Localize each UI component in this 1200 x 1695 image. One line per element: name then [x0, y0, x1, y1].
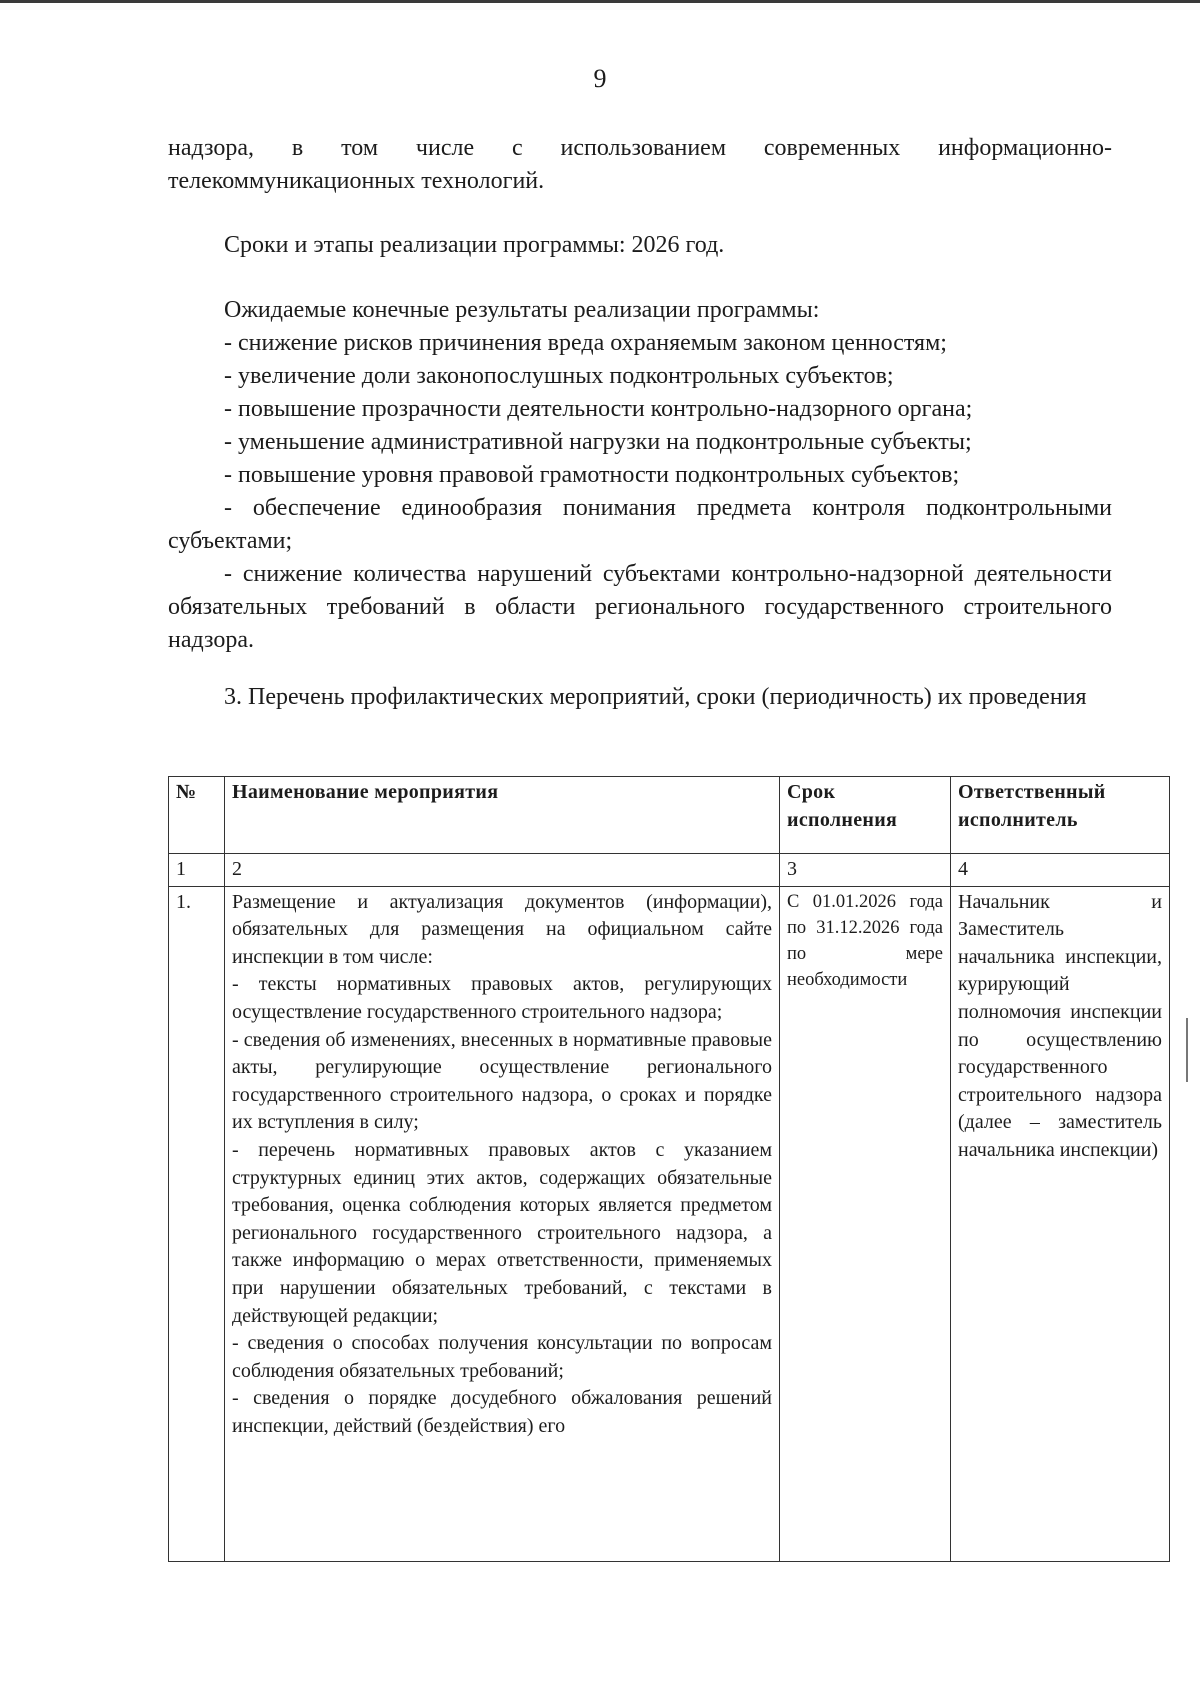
paragraph-text: Сроки и этапы реализации программы: 2026 год.: [224, 232, 725, 258]
row-number: 1.: [169, 886, 225, 1561]
column-number: 2: [225, 854, 780, 887]
header-number: №: [169, 777, 225, 854]
table-header-row: [169, 777, 1170, 854]
page-top-border: [0, 0, 1200, 3]
paragraph-text: надзора, в том числе с использованием современных информационно-телекоммуникационных технологий.: [168, 135, 1112, 194]
measure-name-cell: [225, 886, 780, 1561]
responsible-cell: Начальник и Заместитель начальника инспекции, курирующий полномочия инспекции по осуществлению государственного строительного надзора (далее – заместитель начальника инспекции): [951, 886, 1170, 1561]
result-item: - повышение уровня правовой грамотности подконтрольных субъектов;: [224, 462, 960, 488]
header-responsible: Ответственный исполнитель: [951, 777, 1170, 854]
measure-text-line: - тексты нормативных правовых актов, регулирующих осуществление государственного строительного надзора;: [232, 973, 772, 1023]
result-item: - снижение рисков причинения вреда охраняемым законом ценностям;: [224, 330, 947, 356]
result-item: - уменьшение административной нагрузки на подконтрольные субъекты;: [224, 429, 972, 455]
table-row: [169, 886, 1170, 1561]
header-measure-name: Наименование мероприятия: [225, 777, 780, 854]
deadline-cell: С 01.01.2026 года по 31.12.2026 года по мере необходимости: [780, 886, 951, 1561]
result-item: - увеличение доли законопослушных подконтрольных субъектов;: [224, 363, 894, 389]
measure-text-line: Размещение и актуализация документов (информации), обязательных для размещения на официальном сайте инспекции в том числе:: [232, 890, 772, 968]
section-heading: [168, 681, 1112, 714]
continuation-paragraph: [168, 132, 1112, 198]
result-item: - повышение прозрачности деятельности контрольно-надзорного органа;: [224, 396, 973, 422]
section-3-title: 3. Перечень профилактических мероприятий, сроки (периодичность) их проведения: [224, 684, 1087, 710]
measure-text-line: - сведения об изменениях, внесенных в нормативные правовые акты, регулирующие осуществление регионального государственного строительного надзора, о сроках и порядке их вступления в силу;: [232, 1028, 772, 1134]
column-number: 3: [780, 854, 951, 887]
result-item: - обеспечение единообразия понимания предмета контроля подконтрольными субъектами;: [168, 495, 1112, 554]
measure-text-line: - перечень нормативных правовых актов с указанием структурных единиц этих актов, содержащих обязательные требования, оценка соблюдения которых является предметом регионального государственного строительного надзора, а также информацию о мерах ответственности, применяемых при нарушении обязательных требований, с текстами в действующей редакции;: [232, 1138, 772, 1327]
column-number: 1: [169, 854, 225, 887]
header-deadline: Срок исполнения: [780, 777, 951, 854]
measures-table: [168, 776, 1170, 1562]
measure-text-line: - сведения о порядке досудебного обжалования решений инспекции, действий (бездействия) его: [232, 1387, 772, 1437]
expected-results: [168, 294, 1112, 657]
column-number: 4: [951, 854, 1170, 887]
scan-edge-mark: [1186, 1018, 1188, 1082]
timeline-paragraph: [168, 229, 1112, 262]
measure-text-line: - сведения о способах получения консультации по вопросам соблюдения обязательных требований;: [232, 1332, 772, 1382]
result-item: - снижение количества нарушений субъектами контрольно-надзорной деятельности обязательных требований в области регионального государственного строительного надзора.: [168, 561, 1112, 653]
column-number-row: [169, 854, 1170, 887]
results-heading: Ожидаемые конечные результаты реализации программы:: [224, 297, 820, 323]
page-number: 9: [593, 64, 607, 93]
